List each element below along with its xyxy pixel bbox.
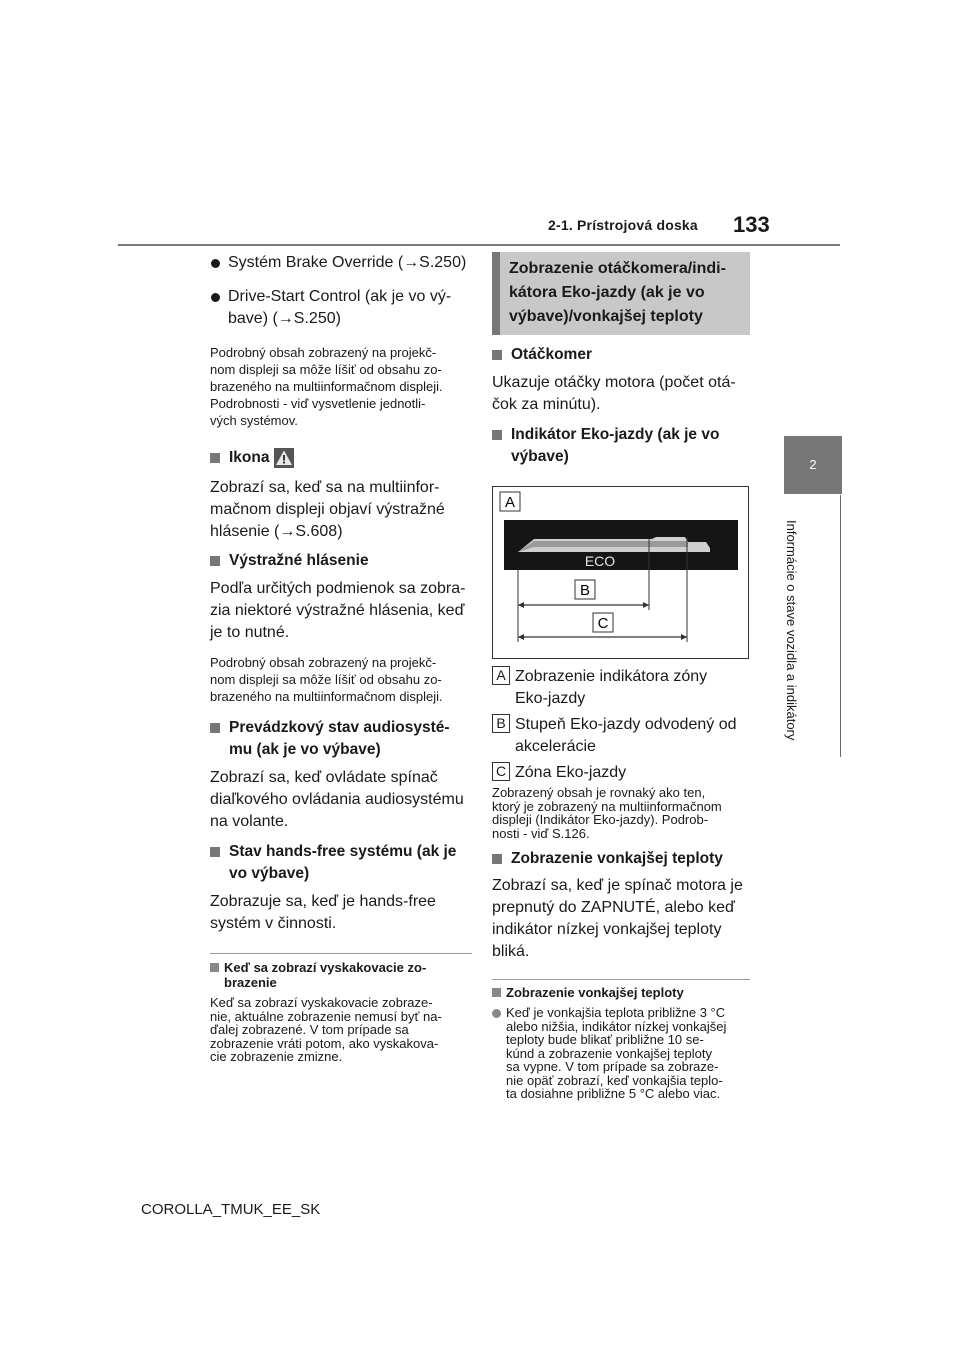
- text-line: Keď sa zobrazí vyskakovacie zobraze-: [210, 995, 433, 1010]
- text-line: je to nutné.: [210, 624, 290, 641]
- box-title-line: výbave)/vonkajšej teploty: [509, 308, 703, 325]
- text-line: nie opäť zobrazí, keď vonkajšia teplo-: [506, 1072, 723, 1088]
- heading-text: Stav hands-free systému (ak je: [229, 843, 457, 860]
- text-line: Podľa určitých podmienok sa zobra-: [210, 580, 466, 597]
- note-line: Podrobnosti - viď vysvetlenie jednotli-: [210, 396, 426, 411]
- text-line: Zobrazuje sa, keď je hands-free: [210, 893, 436, 910]
- note-line: nom displeji sa môže líšiť od obsahu zo-: [210, 672, 442, 687]
- note-projection-1: [210, 344, 472, 429]
- text-line: hlásenie (→S.608): [210, 523, 343, 540]
- text-line: Zobrazí sa, keď ovládate spínač: [210, 769, 438, 786]
- text-line: Zobrazí sa, keď je spínač motora je: [492, 877, 743, 894]
- text-line: čok za minútu).: [492, 396, 601, 413]
- eco-note: [492, 786, 750, 840]
- label-c-text: C: [597, 615, 609, 632]
- text-line: sa vypne. V tom prípade sa zobraze-: [506, 1059, 719, 1074]
- heading-text: Keď sa zobrazí vyskakovacie zo-: [224, 960, 427, 975]
- heading-text: Ikona: [229, 449, 270, 466]
- label-b-text: B: [579, 582, 591, 599]
- heading-outside-temp: Zobrazenie vonkajšej teploty: [492, 848, 750, 870]
- note-line: brazeného na multiinformačnom displeji.: [210, 689, 443, 704]
- legend-list: [492, 666, 750, 784]
- text-line: ktorý je zobrazený na multiinformačnom: [492, 798, 722, 814]
- text-line: zobrazenie vráti potom, ako vyskakova-: [210, 1035, 439, 1051]
- text-line: cie zobrazenie zmizne.: [210, 1049, 343, 1064]
- text-line: teploty bude blikať približne 10 se-: [506, 1032, 704, 1047]
- text-line: Ukazuje otáčky motora (počet otá-: [492, 374, 736, 391]
- heading-outside-temp-small: Zobrazenie vonkajšej teploty: [492, 985, 750, 1000]
- legend-key: A: [492, 666, 510, 685]
- bullet-brake-override: Systém Brake Override (→S.250): [210, 252, 472, 274]
- box-title-line: Zobrazenie otáčkomera/indi-: [509, 260, 726, 277]
- text-line: kúnd a zobrazenie vonkajšej teploty: [506, 1045, 712, 1061]
- heading-vystrazne: Výstražné hlásenie: [210, 550, 472, 572]
- legend-line: Zobrazenie indikátora zóny: [515, 668, 708, 685]
- separator: [210, 953, 472, 954]
- legend-key: B: [492, 714, 510, 733]
- text-line: prepnutý do ZAPNUTÉ, alebo keď: [492, 899, 735, 916]
- text-line: na volante.: [210, 813, 289, 830]
- heading-text: výbave): [511, 448, 569, 465]
- text-line: nosti - viď S.126.: [492, 825, 590, 841]
- text-line: indikátor nízkej vonkajšej teploty: [492, 921, 722, 938]
- text-line: Zobrazený obsah je rovnaký ako ten,: [492, 785, 706, 800]
- box-title-line: kátora Eko-jazdy (ak je vo: [509, 284, 705, 301]
- note-line: Podrobný obsah zobrazený na projekč-: [210, 345, 437, 360]
- text-line: Keď je vonkajšia teplota približne 3 °C: [506, 1005, 726, 1020]
- heading-tachometer: Otáčkomer: [492, 344, 750, 366]
- legend-item-b: [492, 714, 750, 758]
- heading-text: Indikátor Eko-jazdy (ak je vo: [511, 426, 720, 443]
- text-line: bliká.: [492, 943, 530, 960]
- text-line: diaľkového ovládania audiosystému: [210, 791, 464, 808]
- eco-label: ECO: [584, 553, 616, 569]
- section-box-title: [492, 252, 750, 335]
- text-line: mačnom displeji objaví výstražné: [210, 501, 445, 518]
- legend-text: [515, 714, 736, 758]
- right-column: [492, 252, 750, 1101]
- header-rule: [118, 244, 840, 246]
- warning-icon: [274, 448, 294, 468]
- ikona-text: [210, 477, 472, 543]
- text-line: zia niektoré výstražné hlásenia, keď: [210, 602, 465, 619]
- text-line: Zobrazí sa, keď sa na multiinfor-: [210, 479, 440, 496]
- legend-item-a: [492, 666, 750, 710]
- heading-audio: [210, 717, 472, 761]
- chapter-tab: 2: [784, 436, 842, 494]
- chapter-title: Informácie o stave vozidla a indikátory: [784, 520, 799, 741]
- text-line: ta dosiahne približne 5 °C alebo viac.: [506, 1086, 721, 1101]
- eco-indicator-figure: [492, 486, 750, 660]
- legend-line: Zóna Eko-jazdy: [515, 764, 627, 781]
- legend-line: akcelerácie: [515, 738, 596, 755]
- heading-text: vo výbave): [229, 865, 310, 882]
- tach-text: [492, 372, 750, 416]
- handsfree-text: [210, 891, 472, 935]
- text-line: systém v činnosti.: [210, 915, 337, 932]
- label-a-text: A: [504, 494, 516, 511]
- legend-line: Stupeň Eko-jazdy odvodený od: [515, 716, 737, 733]
- heading-popup: [210, 960, 472, 990]
- text-line: ďalej zobrazené. V tom prípade sa: [210, 1022, 409, 1037]
- heading-handsfree: [210, 841, 472, 885]
- text-line: alebo nižšia, indikátor nízkej vonkajšej: [506, 1018, 727, 1034]
- page-number: 133: [733, 212, 770, 237]
- legend-text: [515, 666, 707, 710]
- popup-text: [210, 996, 472, 1064]
- note-projection-2: [210, 654, 472, 705]
- heading-text: brazenie: [224, 975, 277, 990]
- legend-item-c: [492, 762, 750, 784]
- heading-ikona: [210, 447, 472, 469]
- temp-small-text: [492, 1006, 750, 1101]
- figure-frame: [493, 487, 749, 659]
- text-line: displeji (Indikátor Eko-jazdy). Podrob-: [492, 812, 709, 827]
- note-line: brazeného na multiinformačnom displeji.: [210, 379, 443, 394]
- section-title: 2-1. Prístrojová doska: [548, 217, 698, 233]
- note-line: nom displeji sa môže líšiť od obsahu zo-: [210, 362, 442, 377]
- separator: [492, 979, 750, 980]
- heading-text: Prevádzkový stav audiosysté-: [229, 719, 450, 736]
- left-column: [210, 252, 472, 1064]
- audio-text: [210, 767, 472, 833]
- heading-eco: [492, 424, 750, 468]
- bullet-line: bave) (→S.250): [228, 310, 341, 327]
- text-line: nie, aktuálne zobrazenie nemusí byť na-: [210, 1008, 442, 1024]
- note-line: vých systémov.: [210, 413, 298, 428]
- heading-text: mu (ak je vo výbave): [229, 741, 381, 758]
- legend-key: C: [492, 762, 510, 781]
- vystrazne-text: [210, 578, 472, 644]
- bullet-line: Drive-Start Control (ak je vo vý-: [228, 288, 452, 305]
- footer-model-code: COROLLA_TMUK_EE_SK: [141, 1201, 321, 1218]
- note-line: Podrobný obsah zobrazený na projekč-: [210, 655, 437, 670]
- bullet-drive-start: [210, 286, 472, 330]
- temp-text: [492, 875, 750, 963]
- legend-line: Eko-jazdy: [515, 690, 586, 707]
